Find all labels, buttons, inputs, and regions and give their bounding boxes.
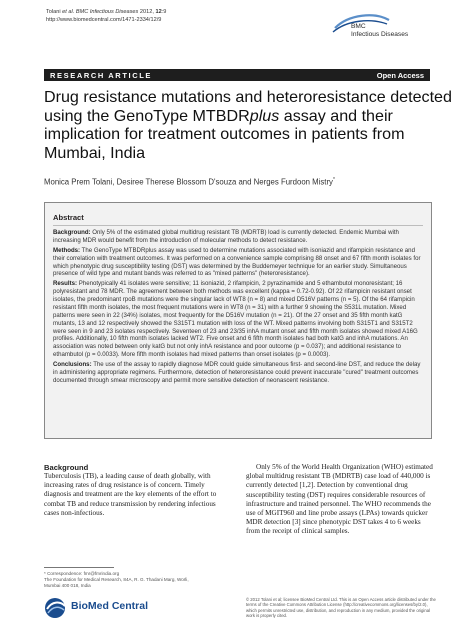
journal-badge <box>331 12 431 48</box>
journal-badge-line1: BMC <box>351 23 366 30</box>
affiliation-line1: The Foundation for Medical Research, 84A, R. G. Thadani Marg, Worli, <box>44 577 189 583</box>
publisher-name: BioMed Central <box>71 600 149 612</box>
abstract-box <box>44 202 432 439</box>
license-text: © 2012 Tolani et al; licensee BioMed Central Ltd. This is an Open Access article distributed under the terms of the Creative Commons Attribution License (http://creativecommons.org/licenses/by/2.0), which permits unrestricted use, distribution, and reproduction in any medium, provided the original work is properly cited. <box>246 597 436 618</box>
abstract-results: Results: Phenotypically 41 isolates were sensitive; 11 isoniazid, 2 rifampicin, 2 pyrazinamide and 5 ethambutol monoresistant; 16 polyresistant and 78 MDR. The agreement between both methods was excellent (kappa = 0.72-0.92). Of 22 rifampicin resistant onset isolates, the predominant rpoB mutations were the singular lack of WT8 (n = 8) and mixed D516V patterns (n = 5). Of the 64 rifampicin resistant fifth month isolates, the most frequent mutations were in WT8 (n = 31) with a further 9 showing the S531L mutation. Mixed patterns were seen in 22 (34%) isolates, most frequently for the D516V mutation (n = 21). Of the 27 onset and 35 fifth month katG mutants, 13 and 12 respectively showed the S315T1 mutation with loss of the WT. Mixed patterns involving both S315T1 and S315T2 were seen in 9 and 23 isolates respectively. Seventeen of 23 and 23/35 inhA mutant onset and fifth month isolates showed mixed A16G profiles. Additionally, 10 fifth month isolates lacked WT2. Five onset and 6 fifth month isolates had both katG and inhA mutations. An association was noted between only katG but not only inhA resistance and poor outcome (p = 0.037); and additional resistance to ethambutol (p = 0.0033). More fifth month isolates had mixed patterns than onset isolates (p = 0.0003). <box>53 280 418 359</box>
article-type-label: RESEARCH ARTICLE <box>50 71 152 80</box>
article-url-link[interactable]: http://www.biomedcentral.com/1471-2334/12/9 <box>46 17 162 23</box>
bmc-logo-icon <box>44 597 68 619</box>
author-list: Monica Prem Tolani, Desiree Therese Blossom D'souza and Nerges Furdoon Mistry* <box>44 177 335 187</box>
affiliation-line2: Mumbai 400 018, India <box>44 583 91 589</box>
correspondence-email[interactable]: * Correspondence: fmr@fmrindia.org <box>44 571 120 576</box>
background-paragraph: Tuberculosis (TB), a leading cause of death globally, with increasing rates of drug resistance is of concern. Timely diagnosis and treatment are the key elements of the effort to combat TB and reduce transmission by rendering infectious cases non-infectious. <box>44 472 217 517</box>
background-heading: Background <box>44 463 89 472</box>
journal-badge-text <box>351 23 408 39</box>
abstract-methods: Methods: The GenoType MTBDRplus assay was used to determine mutations associated with isoniazid and rifampicin resistance and their correlation with treatment outcomes. It was performed on a convenience sample comprising 88 onset and 67 fifth month isolates for which phenotypic drug susceptibility testing (DST) was determined by the Buddemeyer technique for an earlier study. Simultaneous presence of wild type and mutant bands was referred to as "mixed patterns" (heteroresistance). <box>53 246 421 278</box>
footnote-divider <box>44 567 114 568</box>
body-right-column <box>246 463 436 537</box>
citation-line: Tolani et al. BMC Infectious Diseases 2012, 12:9 <box>46 9 167 15</box>
abstract-heading: Abstract <box>53 213 84 222</box>
abstract-conclusions: Conclusions: The use of the assay to rapidly diagnose MDR could guide simultaneous first- and second-line DST, and reduce the delay in administering appropriate regimens. Furthermore, detection of heteroresistance could prevent inaccurate "cured" treatment outcomes documented through smear microscopy and permit more sensitive detection of neonascent resistance. <box>53 361 421 384</box>
abstract-divider <box>53 225 423 226</box>
article-url[interactable] <box>46 17 161 23</box>
article-type-banner <box>44 69 430 81</box>
biomed-central-logo <box>44 597 164 619</box>
right-paragraph: Only 5% of the World Health Organization (WHO) estimated global multidrug resistant TB (MDRTB) case load of 440,000 is currently detected [1,2]. Detection by conventional drug susceptibility testing (DST) requires considerable resources of infrastructure and trained personnel. The WHO recommends the use of MGIT960 and line probe assays (LPAs) towards quicker MDR detection [3] since phenotypic DST takes 4 to 6 weeks from the receipt of clinical samples. <box>246 463 433 536</box>
correspondence-mark: * <box>332 177 335 183</box>
journal-badge-line2: Infectious Diseases <box>351 31 409 38</box>
article-title: Drug resistance mutations and heteroresistance detected using the GenoType MTBDRplus assay and their implication for treatment outcomes in patients from Mumbai, India <box>44 88 452 163</box>
footnote <box>44 571 234 589</box>
open-access-label: Open Access <box>376 71 424 80</box>
body-left-column <box>44 463 230 518</box>
abstract-background: Background: Only 5% of the estimated global multidrug resistant TB (MDRTB) load is currently detected. Endemic Mumbai with increasing MDR would benefit from the introduction of molecular methods to detect resistance. <box>53 229 399 244</box>
